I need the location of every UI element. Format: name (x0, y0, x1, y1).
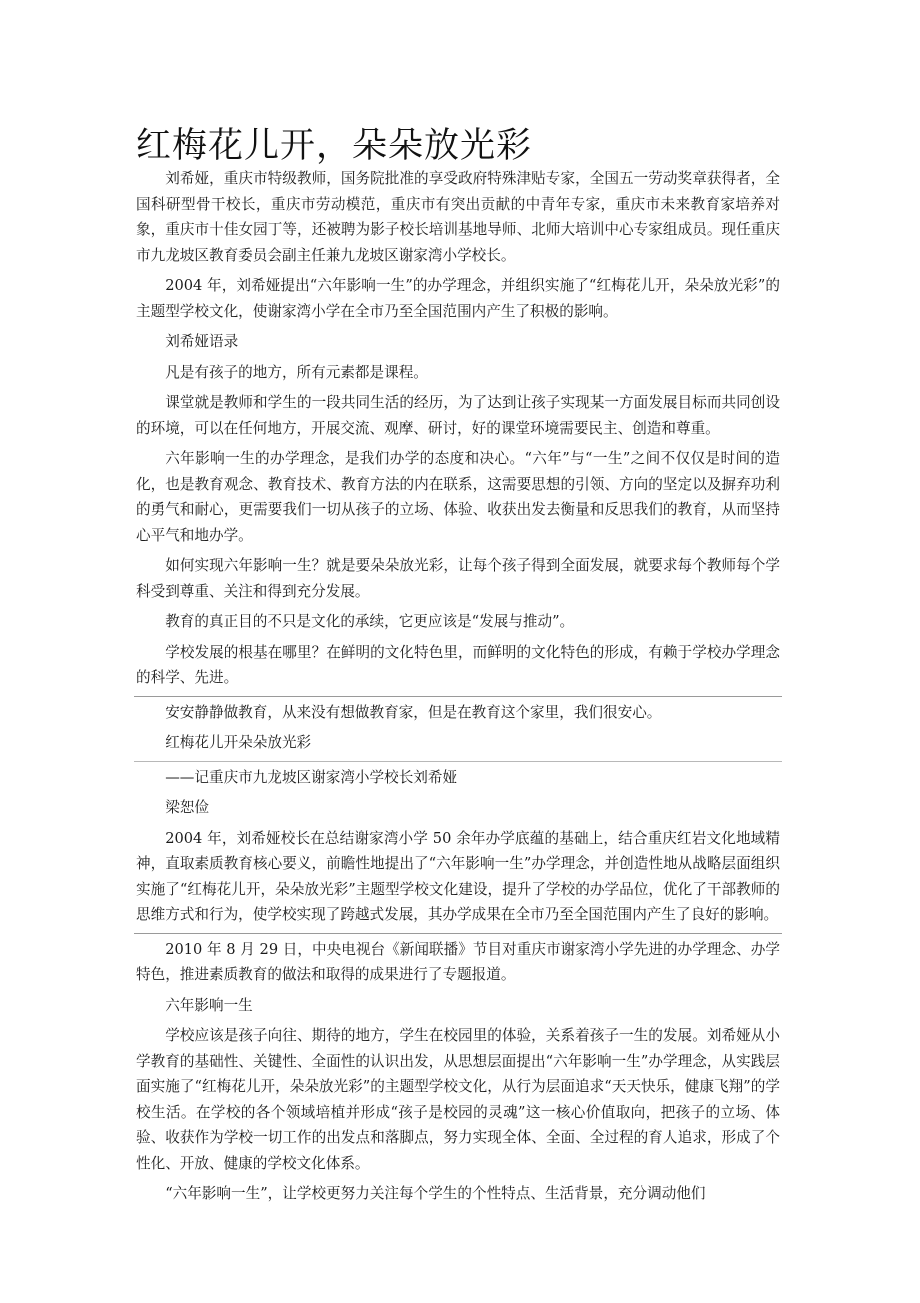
paragraph-six-years: 学校应该是孩子向往、期待的地方，学生在校园里的体验，关系着孩子一生的发展。刘希娅从小学教育的基础性、关键性、全面性的认识出发，从思想层面提出“六年影响一生”办学理念，从实践层面实施了“红梅花儿开，朵朵放光彩”的主题型学校文化，从行为层面追求“天天快乐，健康飞翔”的学校生活。在学校的各个领域培植并形成“孩子是校园的灵魂”这一核心价值取向，把孩子的立场、体验、收获作为学校一切工作的出发点和落脚点，努力实现全体、全面、全过程的育人追求，形成了个性化、开放、健康的学校文化体系。 (136, 1027, 780, 1172)
paragraph-2004-idea: 2004 年，刘希娅提出“六年影响一生”的办学理念，并组织实施了“红梅花儿开，朵朵放光彩”的主题型学校文化，使谢家湾小学在全市乃至全国范围内产生了积极的影响。 (136, 277, 780, 320)
article-subtitle: ——记重庆市九龙坡区谢家湾小学校长刘希娅 (165, 768, 458, 786)
paragraph-quote-5: 教育的真正目的不只是文化的承续，它更应该是“发展与推动”。 (165, 613, 575, 630)
paragraph-six-years-cont: “六年影响一生”，让学校更努力关注每个学生的个性特点、生活背景，充分调动他们 (165, 1185, 706, 1202)
paragraph-quote-3: 六年影响一生的办学理念，是我们办学的态度和决心。“六年”与“一生”之间不仅仅是时间的造化，也是教育观念、教育技术、教育方法的内在联系，这需要思想的引领、方向的坚定以及摒弃功利的勇气和耐心，更需要我们一切从孩子的立场、体验、收获出发去衡量和反思我们的教育，从而坚持心平气和地办学。 (136, 450, 780, 544)
paragraph-cctv-report: 2010 年 8 月 29 日，中央电视台《新闻联播》节目对重庆市谢家湾小学先进的办学理念、办学特色，推进素质教育的做法和取得的成果进行了专题报道。 (136, 940, 780, 983)
section-heading-six-years: 六年影响一生 (165, 996, 253, 1014)
section-heading-quotes: 刘希娅语录 (165, 333, 239, 350)
divider (134, 933, 782, 934)
paragraph-quote-1: 凡是有孩子的地方，所有元素都是课程。 (165, 363, 428, 381)
document-title: 红梅花儿开，朵朵放光彩 (136, 126, 533, 166)
paragraph-quote-7: 安安静静做教育，从来没有想做教育家，但是在教育这个家里，我们很安心。 (165, 703, 662, 721)
document-body (136, 166, 780, 1212)
paragraph-quote-2: 课堂就是教师和学生的一段共同生活的经历，为了达到让孩子实现某一方面发展目标而共同创设的环境，可以在任何地方，开展交流、观摩、研讨，好的课堂环境需要民主、创造和尊重。 (136, 394, 780, 437)
article-title: 红梅花儿开朵朵放光彩 (165, 734, 312, 751)
paragraph-quote-6: 学校发展的根基在哪里？在鲜明的文化特色里，而鲜明的文化特色的形成，有赖于学校办学理念的科学、先进。 (136, 643, 780, 686)
paragraph-article-intro: 2004 年，刘希娅校长在总结谢家湾小学 50 余年办学底蕴的基础上，结合重庆红岩文化地域精神，直取素质教育核心要义，前瞻性地提出了“六年影响一生”办学理念，并创造性地从战略层面组织实施了“红梅花儿开，朵朵放光彩”主题型学校文化建设，提升了学校的办学品位，优化了干部教师的思维方式和行为，使学校实现了跨越式发展，其办学成果在全市乃至全国范围内产生了良好的影响。 (136, 829, 780, 923)
divider (134, 696, 782, 697)
paragraph-bio: 刘希娅，重庆市特级教师，国务院批准的享受政府特殊津贴专家，全国五一劳动奖章获得者，全国科研型骨干校长，重庆市劳动模范，重庆市有突出贡献的中青年专家，重庆市未来教育家培养对象，重庆市十佳女园丁等，还被聘为影子校长培训基地导师、北师大培训中心专家组成员。现任重庆市九龙坡区教育委员会副主任兼九龙坡区谢家湾小学校长。 (136, 170, 780, 264)
divider (134, 761, 782, 762)
article-author: 梁恕俭 (165, 799, 209, 816)
paragraph-quote-4: 如何实现六年影响一生？就是要朵朵放光彩，让每个孩子得到全面发展，就要求每个教师每个学科受到尊重、关注和得到充分发展。 (136, 557, 780, 600)
